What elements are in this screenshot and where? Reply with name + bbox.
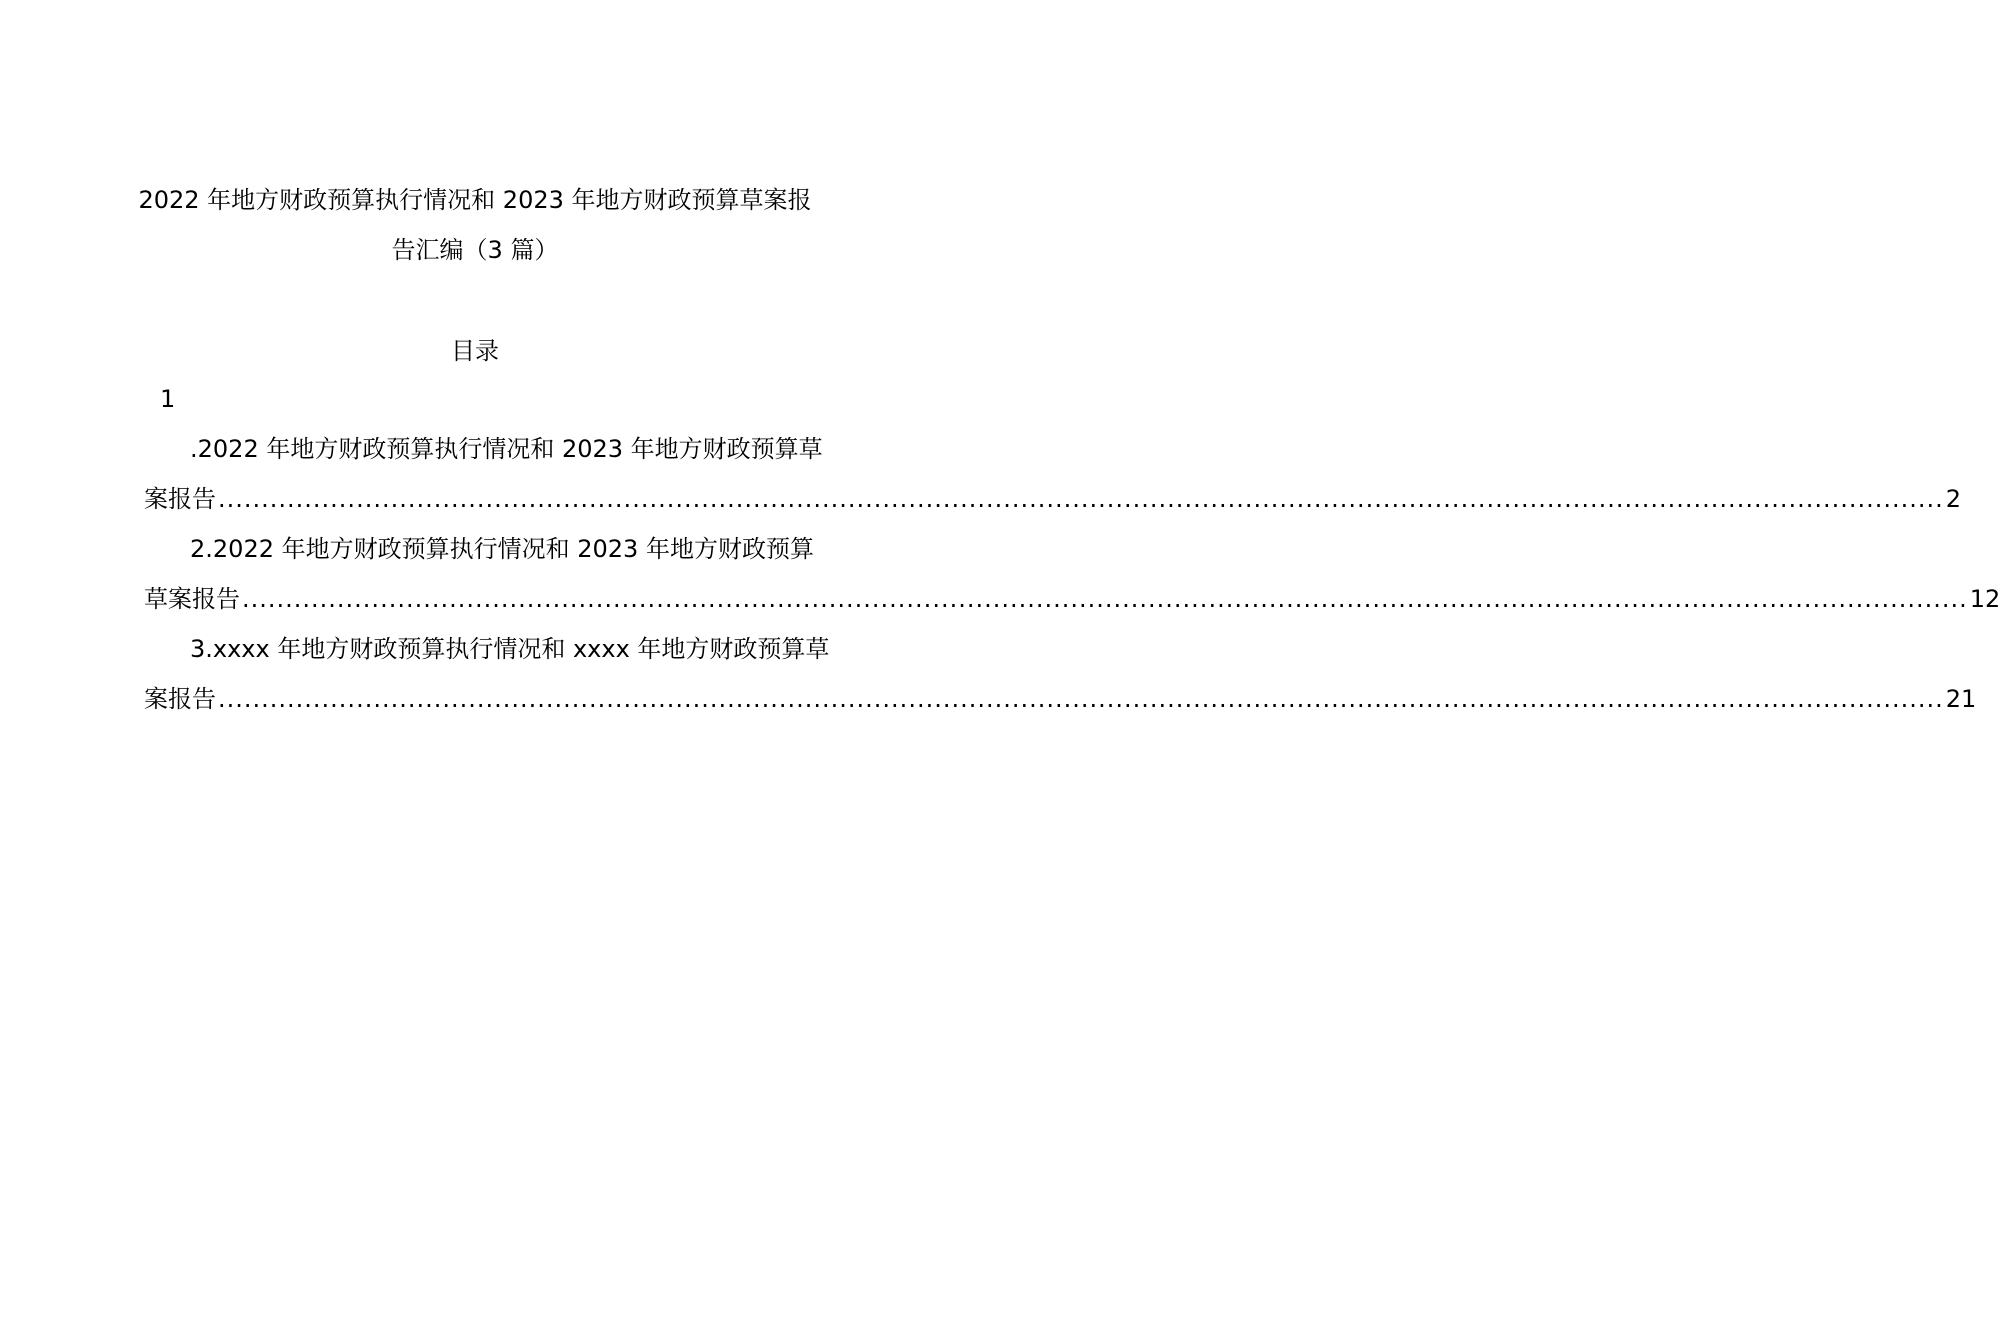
toc-entry-2-title-end: 草案报告 (144, 585, 240, 613)
toc-entry-3-continuation[interactable] (144, 683, 1977, 715)
toc-entry-1-title[interactable]: .2022 年地方财政预算执行情况和 2023 年地方财政预算草 (190, 435, 823, 463)
toc-entry-2-continuation[interactable] (144, 583, 2000, 615)
toc-leader-dots: ........................................................................................................................................................................................................ (218, 485, 1944, 513)
toc-item-number: 1 (160, 385, 176, 413)
toc-entry-3-page: 21 (1945, 685, 1977, 713)
toc-entry-1-page: 2 (1945, 485, 1962, 513)
toc-leader-dots: ........................................................................................................................................................................................................ (242, 585, 1968, 613)
toc-entry-3-title[interactable]: 3.xxxx 年地方财政预算执行情况和 xxxx 年地方财政预算草 (190, 635, 830, 663)
document-title-line-1: 2022 年地方财政预算执行情况和 2023 年地方财政预算草案报 (138, 186, 812, 214)
toc-entry-2-title[interactable]: 2.2022 年地方财政预算执行情况和 2023 年地方财政预算 (190, 535, 814, 563)
document-title-line-2: 告汇编（3 篇） (391, 236, 559, 264)
toc-entry-1-title-end: 案报告 (144, 485, 216, 513)
toc-heading: 目录 (451, 337, 499, 365)
toc-entry-3-title-end: 案报告 (144, 685, 216, 713)
toc-leader-dots: ........................................................................................................................................................................................................ (218, 685, 1944, 713)
toc-entry-1-continuation[interactable] (144, 483, 1962, 515)
toc-entry-2-page: 12 (1969, 585, 2000, 613)
